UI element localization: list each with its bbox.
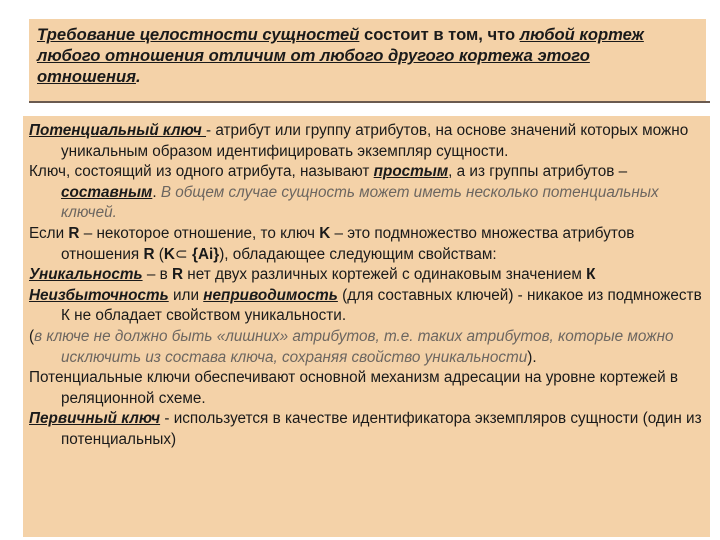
- text: нет двух различных кортежей с одинаковым значением: [183, 266, 587, 284]
- text: – это подмножество множества атрибутов отношения: [61, 224, 635, 263]
- addressing-text: Потенциальные ключи обеспечивают основной механизм адресации на уровне кортежей в реляционной схеме.: [29, 369, 678, 407]
- paragraph-candidate-key: [29, 121, 704, 162]
- note-multiple-keys: В общем случае сущность может иметь несколько потенциальных ключей.: [61, 183, 659, 222]
- symbol-r: R: [68, 224, 80, 242]
- header-statement: любой кортеж любого отношения отличим от любого другого кортежа этого отношения: [37, 25, 644, 86]
- text: , а из группы атрибутов –: [448, 163, 628, 181]
- candidate-key-definition: - атрибут или группу атрибутов, на основе значений которых можно уникальным образом идентифицировать экземпляр сущности.: [61, 122, 689, 160]
- symbol-k: K: [163, 245, 175, 263]
- header-connector: состоит в том, что: [359, 25, 520, 44]
- term-simple: простым: [373, 163, 449, 181]
- symbol-r: R: [143, 245, 155, 263]
- term-uniqueness: Уникальность: [29, 266, 143, 284]
- paragraph-irreducibility: [29, 286, 704, 327]
- text: – некоторое отношение, то ключ: [79, 224, 320, 242]
- text: ), обладающее следующим свойствам:: [219, 245, 497, 263]
- text: (: [154, 245, 164, 263]
- term-primary-key: Первичный ключ: [29, 410, 161, 428]
- note-extra-attributes: в ключе не должно быть «лишних» атрибутов, т.е. таких атрибутов, которые можно исключить из состава ключа, сохраняя свойство уникальности: [34, 327, 674, 366]
- text: (для составных ключей) - никакое из подмножеств К не обладает свойством уникальности.: [61, 286, 702, 325]
- header-period: .: [135, 67, 141, 86]
- term-composite: составным: [61, 183, 153, 201]
- paragraph-addressing: [29, 368, 704, 409]
- symbol-k: K: [319, 224, 331, 242]
- text: или: [168, 286, 204, 304]
- header-definition: [29, 19, 706, 101]
- text: (: [29, 327, 35, 345]
- text: – в: [142, 266, 172, 284]
- symbol-r: R: [171, 266, 184, 284]
- term-irreducibility: неприводимость: [203, 286, 338, 304]
- text: Если: [29, 224, 69, 242]
- symbol-k: К: [586, 266, 596, 284]
- header-term: Требование целостности сущностей: [37, 25, 360, 44]
- paragraph-uniqueness: [29, 265, 704, 286]
- subset-symbol: ⊂: [174, 245, 192, 263]
- text: .: [152, 183, 161, 201]
- header-divider: [29, 101, 710, 103]
- primary-key-definition: - используется в качестве идентификатора экземпляров сущности (один из потенциальных): [61, 410, 702, 448]
- text: ).: [527, 348, 537, 366]
- body-text: [23, 116, 710, 537]
- paragraph-simple-composite: [29, 162, 704, 224]
- symbol-ai: {Ai}: [192, 245, 220, 263]
- paragraph-primary-key: [29, 409, 704, 450]
- paragraph-key-subset: [29, 224, 704, 265]
- text: Ключ, состоящий из одного атрибута, называют: [29, 163, 374, 181]
- term-candidate-key: Потенциальный ключ: [29, 122, 206, 139]
- paragraph-note-extra-attributes: [29, 327, 704, 368]
- term-non-redundancy: Неизбыточность: [29, 286, 169, 304]
